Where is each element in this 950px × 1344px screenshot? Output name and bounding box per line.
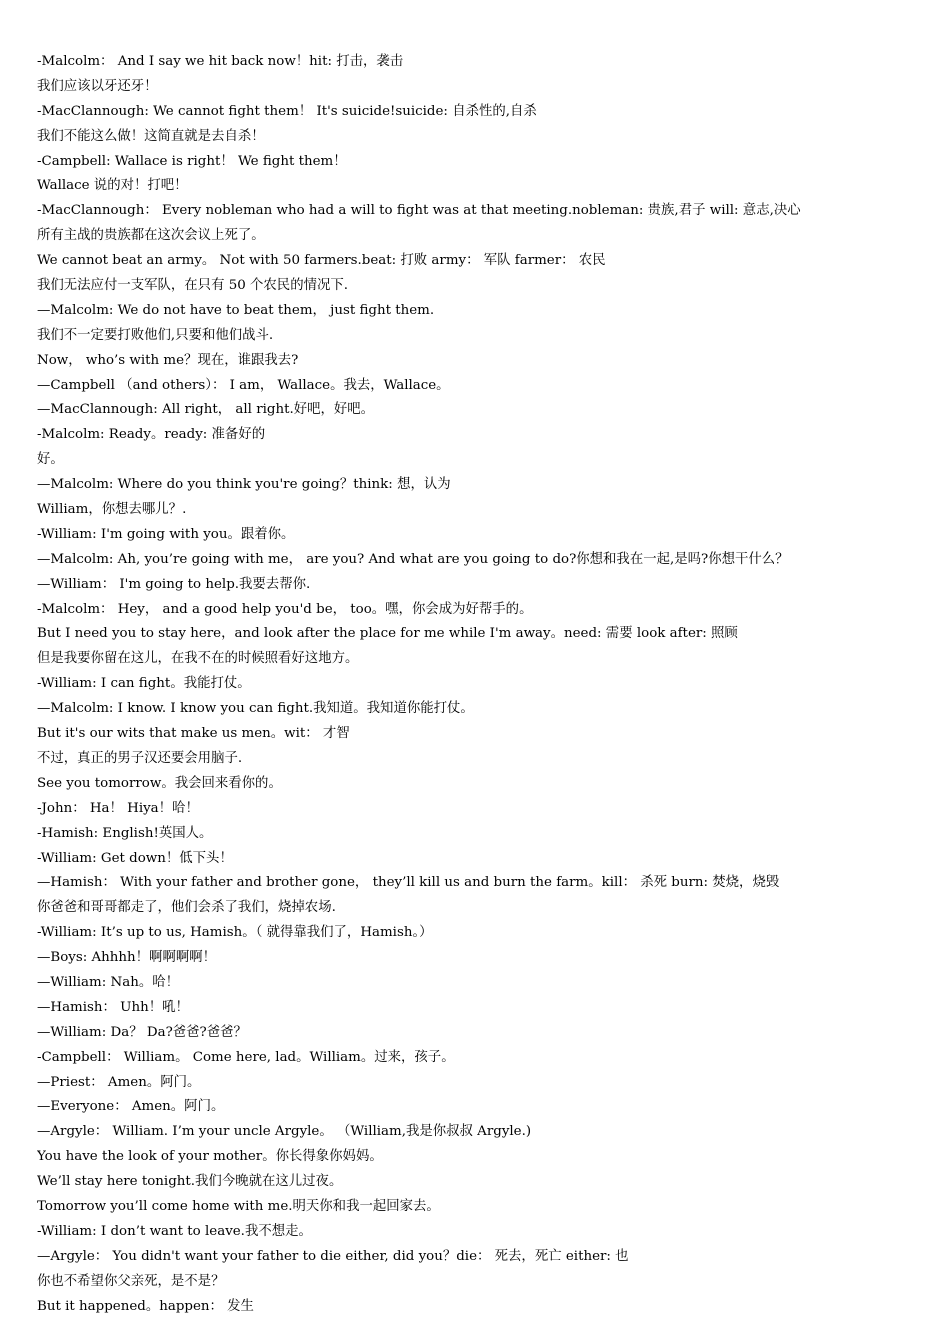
text-line: —Malcolm: Where do you think you're going？think: 想，认为 [37,477,451,493]
text-line: -Malcolm： Hey， and a good help you'd be， too。嘿，你会成为好帮手的。 [37,601,533,617]
text-line: But it's our wits that make us men。wit： 才智 [37,726,350,742]
text-line: -Malcolm: Ready。ready: 准备好的 [37,427,266,443]
text-line: William，你想去哪儿？. [37,502,187,518]
text-line: -William: It’s up to us, Hamish。（ 就得靠我们了，Hamish。） [37,925,433,941]
text-line: —Argyle： You didn't want your father to die either, did you？die： 死去，死亡 either: 也 [37,1248,629,1264]
text-line: —Priest： Amen。阿门。 [37,1074,201,1090]
text-line: —Hamish： With your father and brother gone， they’ll kill us and burn the farm。kill： 杀死 burn: 焚烧，烧毁 [37,875,780,891]
text-line: 我们不能这么做！这简直就是去自杀！ [37,128,265,144]
text-line: But I need you to stay here，and look after the place for me while I'm away。need: 需要 look after: 照顾 [37,626,738,642]
text-line: —Argyle： William. I’m your uncle Argyle。 （William,我是你叔叔 Argyle.) [37,1124,532,1140]
text-line: —William： I'm going to help.我要去帮你. [37,576,311,592]
text-line: -William: Get down！低下头！ [37,850,233,866]
text-line: -John： Ha！ Hiya！哈！ [37,800,199,816]
text-line: —MacClannough: All right， all right.好吧，好吧。 [37,402,375,418]
text-line: -William: I'm going with you。跟着你。 [37,526,295,542]
text-line: -William: I can fight。我能打仗。 [37,676,251,692]
text-line: See you tomorrow。我会回来看你的。 [37,775,282,791]
text-line: —Malcolm: Ah, you’re going with me， are you? And what are you going to do?你想和我在一起,是吗?你想干什么？ [37,551,789,567]
text-line: —Campbell （and others）： I am， Wallace。我去，Wallace。 [37,377,450,393]
text-line: Tomorrow you’ll come home with me.明天你和我一起回家去。 [37,1198,440,1214]
text-line: 我们应该以牙还牙！ [37,78,158,94]
text-line: —Malcolm: We do not have to beat them， just fight them. [37,302,435,318]
text-line: Wallace 说的对！打吧！ [37,178,188,194]
text-line: -MacClannough： Every nobleman who had a will to fight was at that meeting.nobleman: 贵族,君子 will: 意志,决心 [37,203,801,219]
text-line: —William: Nah。哈！ [37,974,179,990]
text-line: —Boys: Ahhhh！啊啊啊啊！ [37,950,217,966]
text-line: You have the look of your mother。你长得象你妈妈。 [37,1149,383,1165]
text-line: -Campbell： William。 Come here, lad。William。过来，孩子。 [37,1049,455,1065]
text-line: -Malcolm： And I say we hit back now！hit: 打击，袭击 [37,54,404,69]
text-line: —Everyone： Amen。阿门。 [37,1099,225,1115]
text-line: 你爸爸和哥哥都走了，他们会杀了我们，烧掉农场. [37,900,336,916]
text-line: We cannot beat an army。 Not with 50 farmers.beat: 打败 army： 军队 farmer： 农民 [37,253,606,269]
document-page [37,50,927,1319]
text-line: 但是我要你留在这儿，在我不在的时候照看好这地方。 [37,651,359,667]
text-line: But it happened。happen： 发生 [37,1298,254,1314]
text-line: 不过，真正的男子汉还要会用脑子. [37,750,243,766]
text-line: -Hamish: English!英国人。 [37,825,213,841]
text-line: —Hamish： Uhh！吼！ [37,999,189,1015]
text-line: 我们无法应付一支军队，在只有 50 个农民的情况下. [37,278,349,294]
text-line: —William: Da？ Da?爸爸?爸爸？ [37,1024,247,1040]
text-line: 所有主战的贵族都在这次会议上死了。 [37,228,265,244]
text-line: -William: I don’t want to leave.我不想走。 [37,1223,312,1239]
text-line: -Campbell: Wallace is right！ We fight them！ [37,153,347,169]
text-line: 好。 [37,452,64,468]
text-line: —Malcolm: I know. I know you can fight.我知道。我知道你能打仗。 [37,701,474,717]
text-line: 你也不希望你父亲死，是不是？ [37,1273,225,1289]
text-line: 我们不一定要打败他们,只要和他们战斗. [37,327,274,343]
text-line: -MacClannough: We cannot fight them！ It's suicide!suicide: 自杀性的,自杀 [37,103,537,119]
text-line: Now， who’s with me？现在，谁跟我去? [37,352,299,368]
text-line: We’ll stay here tonight.我们今晚就在这儿过夜。 [37,1174,343,1190]
